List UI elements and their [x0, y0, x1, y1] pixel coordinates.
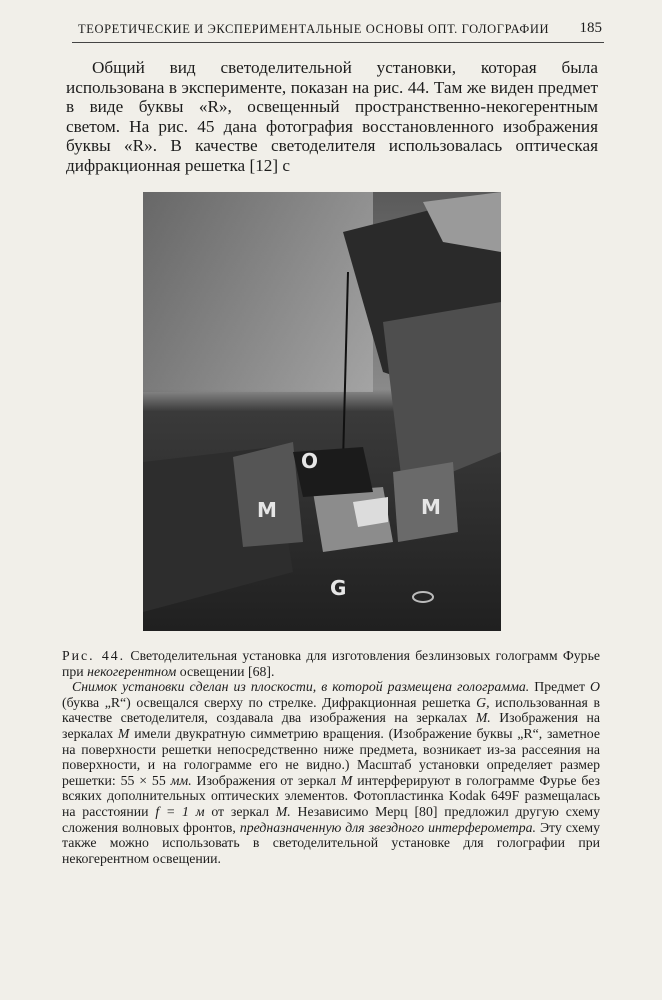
- note-italic: предназначенную для звездного интерферометра.: [239, 819, 536, 835]
- note-text: от зеркал: [211, 803, 269, 819]
- note-text: Независимо Мерц [80] предложил другую схему сложения волновых фронтов,: [62, 803, 601, 835]
- running-head: ТЕОРЕТИЧЕСКИЕ И ЭКСПЕРИМЕНТАЛЬНЫЕ ОСНОВЫ ОПТ. ГОЛОГРАФИИ: [78, 22, 550, 36]
- caption-block: [62, 648, 600, 866]
- note-var: G,: [476, 694, 490, 710]
- note-text: имели двукратную симметрию вращения. (Изображение буквы „R“, заметное на поверхности решетки непосредственно ниже предмета, возникает из-за рассеяния на поверхности, и на голограмме его не видно.) Масштаб установки определяет размер решетки: 55 × 55: [62, 725, 600, 788]
- page-number: 185: [579, 20, 602, 36]
- caption-italic: некогерентном: [87, 663, 177, 679]
- paragraph: Общий вид светоделительной установки, которая была использована в эксперименте, показан на рис. 44. Там же виден предмет в виде буквы «R», освещенный пространственно-некогерентным светом. На рис. 45 дана фотография восстановленного изображения буквы «R». В качестве светоделителя использовалась оптическая дифракционная решетка [12] с: [66, 58, 598, 175]
- photo-mirror-left: [233, 442, 303, 547]
- note-text: Эту схему также можно использовать в светоделительной установке для голографии при некогерентном освещении.: [62, 819, 600, 866]
- photo-grating-reflection: [353, 497, 388, 527]
- note-var: O: [590, 679, 600, 695]
- note-unit: мм.: [170, 772, 192, 788]
- figure-label-g: G: [330, 576, 347, 600]
- note-text: Предмет: [534, 679, 585, 695]
- figure-photo: [143, 192, 501, 631]
- caption-label: Рис. 44.: [62, 648, 126, 663]
- photo-wall: [143, 192, 373, 392]
- page-header: [78, 22, 602, 42]
- note-var: f = 1 м: [155, 803, 205, 819]
- figure-label-m-right: M: [421, 495, 441, 519]
- note-var: M.: [475, 710, 491, 726]
- figure-caption: [62, 648, 600, 679]
- note-italic: Снимок установки сделан из плоскости, в которой размещена голограмма.: [72, 679, 530, 695]
- note-var: M: [117, 725, 130, 741]
- header-rule: [72, 42, 604, 43]
- figure-label-m-left: M: [257, 498, 277, 522]
- note-text: (буква „R“) освещался сверху по стрелке. Дифракционная решетка: [62, 694, 471, 710]
- note-text: Изображения от зеркал: [196, 772, 336, 788]
- note-var: M: [340, 772, 353, 788]
- caption-text-end: освещении [68].: [179, 663, 275, 679]
- note-text: Изображения на зеркалах: [62, 710, 600, 741]
- figure-note: [62, 679, 600, 866]
- photo-svg: [143, 192, 501, 631]
- figure-label-o: O: [301, 449, 319, 473]
- body-text: [66, 58, 598, 176]
- note-text: использованная в качестве светоделителя, создавала два изображения на зеркалах: [62, 694, 600, 726]
- note-var: M.: [275, 803, 291, 819]
- note-text: интерферируют в голограмме Фурье без всяких дополнительных оптических элементов. Фотопластинка Kodak 649F размещалась на расстоянии: [62, 772, 600, 819]
- caption-text: Светоделительная установка для изготовления безлинзовых голограмм Фурье при: [62, 648, 600, 679]
